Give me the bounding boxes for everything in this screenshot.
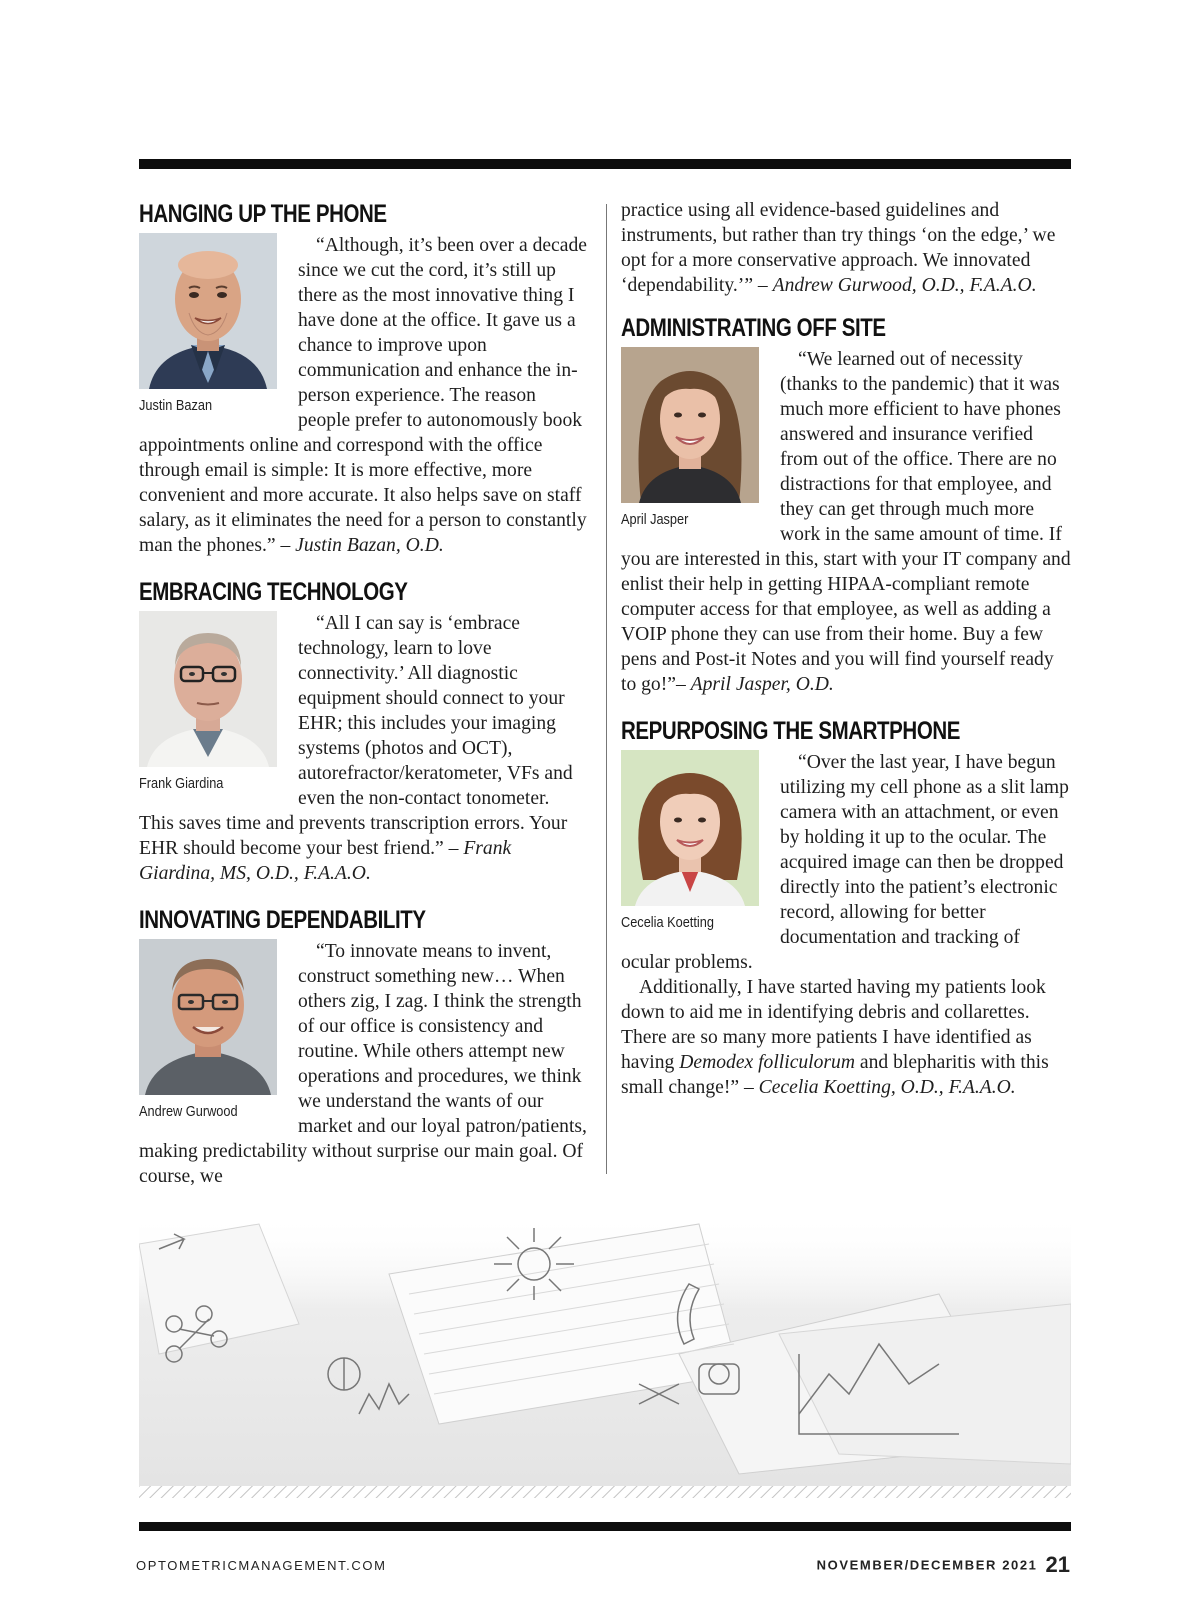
quote-text-para2: Additionally, I have started having my patients look down to aid me in identifying debris and collarettes. There are so many more patients I have identified as having — [621, 977, 1046, 1073]
figure-justin-bazan — [139, 233, 292, 415]
crumpled-paper-illustration — [139, 1214, 1071, 1498]
page-number: 21 — [1045, 1552, 1070, 1577]
byline: Cecelia Koetting, O.D., F.A.A.O. — [758, 1077, 1016, 1098]
portrait-photo — [621, 750, 759, 906]
section-title: ADMINISTRATING OFF SITE — [621, 314, 886, 342]
figure-andrew-gurwood — [139, 939, 292, 1121]
figure-april-jasper — [621, 347, 774, 529]
section-hanging-up-the-phone — [139, 198, 587, 558]
quote-text: “To innovate means to invent, construct something new… When others zig, I zag. I think the strength of our office is consistency and routine. While others attempt new operations and procedures, we think we understand the wants of our market and our loyal patron/patients, making predictability without surprise our main goal. Of course, we — [139, 941, 587, 1187]
byline: Justin Bazan, O.D. — [295, 535, 444, 556]
issue-date: NOVEMBER/DECEMBER 2021 — [816, 1557, 1038, 1573]
top-rule — [139, 159, 1071, 169]
photo-caption: Frank Giardina — [139, 776, 224, 792]
photo-caption: Cecelia Koetting — [621, 915, 714, 931]
photo-caption: Andrew Gurwood — [139, 1104, 238, 1120]
column-divider — [606, 204, 607, 1174]
section-administrating-off-site — [621, 312, 1071, 697]
right-column — [621, 198, 1071, 1118]
species-name: Demodex folliculorum — [679, 1052, 855, 1073]
quote-text: “Although, it’s been over a decade since we cut the cord, it’s still up there as the most innovative thing I have done at the office. It gave us a chance to improve upon communication and enhance the in-person experience. The reason people prefer to autonomously book appointments online and correspond with the office through email is simple: It is more effective, more convenient and more accurate. It also helps save on staff salary, as it eliminates the need for a person to constantly man the phones.” – — [139, 235, 587, 556]
section-embracing-technology — [139, 576, 587, 886]
section-body-continued — [621, 198, 1071, 298]
quote-text: “All I can say is ‘embrace technology, learn to love connectivity.’ All diagnostic equipment should connect to your EHR; this includes your imaging systems (photos and OCT), autorefractor/keratometer, VFs and even the non-contact tonometer. This saves time and prevents transcription errors. Your EHR should become your best friend.” – — [139, 613, 573, 859]
portrait-photo — [139, 233, 277, 389]
byline: April Jasper, O.D. — [690, 674, 834, 695]
section-repurposing-the-smartphone — [621, 715, 1071, 1100]
footer-website: OPTOMETRICMANAGEMENT.COM — [136, 1558, 387, 1573]
byline: Frank Giardina, MS, O.D., F.A.A.O. — [139, 838, 512, 884]
section-title: INNOVATING DEPENDABILITY — [139, 906, 426, 934]
section-innovating-continued — [621, 198, 1071, 298]
section-title: REPURPOSING THE SMARTPHONE — [621, 717, 961, 745]
section-title: HANGING UP THE PHONE — [139, 200, 387, 228]
photo-caption: April Jasper — [621, 512, 689, 528]
quote-text: “We learned out of necessity (thanks to the pandemic) that it was much more efficient to have phones answered and insurance verified from out of the office. There are no distractions for that employee, and they can get through much more work in the same amount of time. If you are interested in this, start with your IT company and enlist their help in getting HIPAA-compliant remote computer access for that employee, as well as adding a VOIP phone they can use from their home. Buy a few pens and Post-it Notes and you will find yourself ready to go!”– — [621, 349, 1071, 695]
portrait-photo — [139, 611, 277, 767]
byline: Andrew Gurwood, O.D., F.A.A.O. — [772, 275, 1037, 296]
section-title: EMBRACING TECHNOLOGY — [139, 578, 408, 606]
figure-frank-giardina — [139, 611, 292, 793]
portrait-photo — [621, 347, 759, 503]
photo-caption: Justin Bazan — [139, 398, 213, 414]
figure-cecelia-koetting — [621, 750, 774, 932]
left-column — [139, 198, 587, 1207]
bottom-rule — [139, 1522, 1071, 1531]
quote-text-continued: practice using all evidence-based guidelines and instruments, but rather than try things ‘on the edge,’ we opt for a more conservative approach. We innovated ‘dependability.’” – — [621, 200, 1056, 296]
section-innovating-dependability — [139, 904, 587, 1189]
portrait-photo — [139, 939, 277, 1095]
quote-text: “Over the last year, I have begun utilizing my cell phone as a slit lamp camera with an attachment, or even by holding it up to the ocular. The acquired image can then be dropped directly into the patient’s electronic record, allowing for better documentation and tracking of ocular problems. — [621, 752, 1069, 973]
quote-text-para2-end: and blepharitis with this small change!” – — [621, 1052, 1049, 1098]
footer-issue-info — [817, 1552, 1070, 1578]
